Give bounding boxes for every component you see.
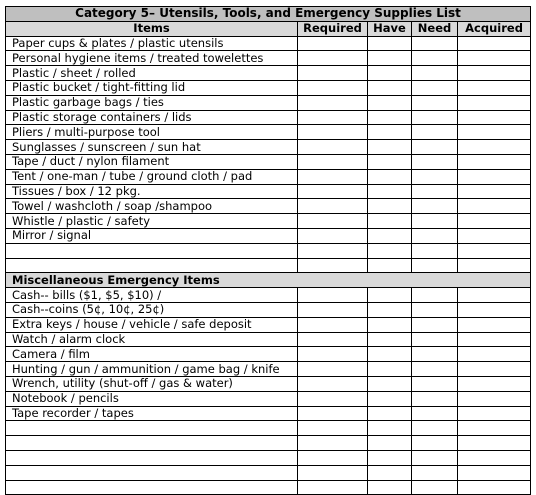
required-cell[interactable] [298, 140, 368, 155]
need-cell[interactable] [412, 228, 458, 243]
item-name-cell: Sunglasses / sunscreen / sun hat [6, 140, 298, 155]
need-cell[interactable] [412, 362, 458, 377]
table-row [6, 436, 531, 451]
have-cell[interactable] [368, 347, 412, 362]
need-cell[interactable] [412, 36, 458, 51]
table-row [6, 465, 531, 480]
need-cell[interactable] [412, 243, 458, 258]
need-cell[interactable] [412, 317, 458, 332]
column-header-need: Need [412, 21, 458, 36]
need-cell[interactable] [412, 169, 458, 184]
required-cell[interactable] [298, 36, 368, 51]
have-cell[interactable] [368, 66, 412, 81]
acquired-cell[interactable] [458, 406, 531, 421]
need-cell[interactable] [412, 332, 458, 347]
table-title: Category 5– Utensils, Tools, and Emergency Supplies List [6, 7, 531, 22]
table-row [6, 317, 531, 332]
item-name-cell: Plastic garbage bags / ties [6, 95, 298, 110]
have-cell[interactable] [368, 406, 412, 421]
column-header-required: Required [298, 21, 368, 36]
table-row [6, 228, 531, 243]
have-cell[interactable] [368, 391, 412, 406]
item-name-cell: Plastic storage containers / lids [6, 110, 298, 125]
acquired-cell[interactable] [458, 95, 531, 110]
required-cell[interactable] [298, 125, 368, 140]
acquired-cell[interactable] [458, 421, 531, 436]
need-cell[interactable] [412, 288, 458, 303]
have-cell[interactable] [368, 228, 412, 243]
required-cell[interactable] [298, 228, 368, 243]
required-cell[interactable] [298, 362, 368, 377]
acquired-cell[interactable] [458, 51, 531, 66]
acquired-cell[interactable] [458, 317, 531, 332]
required-cell[interactable] [298, 332, 368, 347]
need-cell[interactable] [412, 66, 458, 81]
have-cell[interactable] [368, 421, 412, 436]
required-cell[interactable] [298, 391, 368, 406]
acquired-cell[interactable] [458, 332, 531, 347]
item-name-cell [6, 258, 298, 273]
table-row [6, 406, 531, 421]
acquired-cell[interactable] [458, 169, 531, 184]
required-cell[interactable] [298, 436, 368, 451]
table-row [6, 347, 531, 362]
have-cell[interactable] [368, 465, 412, 480]
have-cell[interactable] [368, 436, 412, 451]
item-name-cell: Wrench, utility (shut-off / gas & water) [6, 376, 298, 391]
section-heading: Miscellaneous Emergency Items [6, 273, 531, 288]
item-name-cell: Paper cups & plates / plastic utensils [6, 36, 298, 51]
required-cell[interactable] [298, 199, 368, 214]
required-cell[interactable] [298, 465, 368, 480]
required-cell[interactable] [298, 376, 368, 391]
item-name-cell [6, 421, 298, 436]
table-row [6, 140, 531, 155]
need-cell[interactable] [412, 258, 458, 273]
item-name-cell [6, 480, 298, 495]
have-cell[interactable] [368, 80, 412, 95]
table-row [6, 480, 531, 495]
have-cell[interactable] [368, 258, 412, 273]
table-row [6, 125, 531, 140]
required-cell[interactable] [298, 95, 368, 110]
need-cell[interactable] [412, 80, 458, 95]
need-cell[interactable] [412, 184, 458, 199]
table-row [6, 95, 531, 110]
acquired-cell[interactable] [458, 125, 531, 140]
acquired-cell[interactable] [458, 480, 531, 495]
item-name-cell: Plastic / sheet / rolled [6, 66, 298, 81]
table-row [6, 362, 531, 377]
required-cell[interactable] [298, 51, 368, 66]
acquired-cell[interactable] [458, 288, 531, 303]
table-row [6, 214, 531, 229]
have-cell[interactable] [368, 184, 412, 199]
required-cell[interactable] [298, 302, 368, 317]
table-row [6, 154, 531, 169]
item-name-cell: Mirror / signal [6, 228, 298, 243]
required-cell[interactable] [298, 288, 368, 303]
need-cell[interactable] [412, 110, 458, 125]
need-cell[interactable] [412, 391, 458, 406]
table-row [6, 376, 531, 391]
required-cell[interactable] [298, 347, 368, 362]
item-name-cell [6, 436, 298, 451]
table-row [6, 391, 531, 406]
table-row [6, 66, 531, 81]
required-cell[interactable] [298, 406, 368, 421]
required-cell[interactable] [298, 243, 368, 258]
need-cell[interactable] [412, 95, 458, 110]
required-cell[interactable] [298, 110, 368, 125]
have-cell[interactable] [368, 480, 412, 495]
required-cell[interactable] [298, 66, 368, 81]
column-header-have: Have [368, 21, 412, 36]
table-row [6, 421, 531, 436]
item-name-cell: Tape / duct / nylon filament [6, 154, 298, 169]
acquired-cell[interactable] [458, 243, 531, 258]
acquired-cell[interactable] [458, 465, 531, 480]
table-row [6, 184, 531, 199]
item-name-cell: Pliers / multi-purpose tool [6, 125, 298, 140]
acquired-cell[interactable] [458, 362, 531, 377]
acquired-cell[interactable] [458, 228, 531, 243]
required-cell[interactable] [298, 169, 368, 184]
table-row [6, 258, 531, 273]
item-name-cell: Extra keys / house / vehicle / safe deposit [6, 317, 298, 332]
need-cell[interactable] [412, 406, 458, 421]
column-header-items: Items [6, 21, 298, 36]
item-name-cell [6, 243, 298, 258]
item-name-cell: Camera / film [6, 347, 298, 362]
have-cell[interactable] [368, 140, 412, 155]
have-cell[interactable] [368, 243, 412, 258]
need-cell[interactable] [412, 436, 458, 451]
acquired-cell[interactable] [458, 347, 531, 362]
table-row [6, 199, 531, 214]
required-cell[interactable] [298, 184, 368, 199]
table-row [6, 243, 531, 258]
acquired-cell[interactable] [458, 66, 531, 81]
item-name-cell: Cash--coins (5¢, 10¢, 25¢) [6, 302, 298, 317]
acquired-cell[interactable] [458, 436, 531, 451]
item-name-cell: Tape recorder / tapes [6, 406, 298, 421]
acquired-cell[interactable] [458, 391, 531, 406]
table-row [6, 51, 531, 66]
have-cell[interactable] [368, 362, 412, 377]
have-cell[interactable] [368, 376, 412, 391]
required-cell[interactable] [298, 80, 368, 95]
table-row [6, 450, 531, 465]
column-header-acquired: Acquired [458, 21, 531, 36]
item-name-cell: Whistle / plastic / safety [6, 214, 298, 229]
acquired-cell[interactable] [458, 199, 531, 214]
item-name-cell: Cash-- bills ($1, $5, $10) / [6, 288, 298, 303]
item-name-cell: Notebook / pencils [6, 391, 298, 406]
acquired-cell[interactable] [458, 258, 531, 273]
required-cell[interactable] [298, 154, 368, 169]
item-name-cell: Towel / washcloth / soap /shampoo [6, 199, 298, 214]
required-cell[interactable] [298, 317, 368, 332]
section-header-row [6, 273, 531, 288]
table-row [6, 332, 531, 347]
have-cell[interactable] [368, 51, 412, 66]
have-cell[interactable] [368, 169, 412, 184]
required-cell[interactable] [298, 421, 368, 436]
acquired-cell[interactable] [458, 376, 531, 391]
need-cell[interactable] [412, 140, 458, 155]
required-cell[interactable] [298, 214, 368, 229]
have-cell[interactable] [368, 95, 412, 110]
supplies-checklist-table [5, 6, 531, 495]
acquired-cell[interactable] [458, 184, 531, 199]
have-cell[interactable] [368, 110, 412, 125]
have-cell[interactable] [368, 302, 412, 317]
need-cell[interactable] [412, 480, 458, 495]
acquired-cell[interactable] [458, 140, 531, 155]
table-row [6, 288, 531, 303]
have-cell[interactable] [368, 288, 412, 303]
acquired-cell[interactable] [458, 154, 531, 169]
have-cell[interactable] [368, 36, 412, 51]
required-cell[interactable] [298, 480, 368, 495]
item-name-cell [6, 465, 298, 480]
have-cell[interactable] [368, 450, 412, 465]
need-cell[interactable] [412, 465, 458, 480]
required-cell[interactable] [298, 258, 368, 273]
item-name-cell: Watch / alarm clock [6, 332, 298, 347]
table-row [6, 110, 531, 125]
need-cell[interactable] [412, 450, 458, 465]
have-cell[interactable] [368, 154, 412, 169]
need-cell[interactable] [412, 125, 458, 140]
table-row [6, 80, 531, 95]
have-cell[interactable] [368, 332, 412, 347]
need-cell[interactable] [412, 199, 458, 214]
acquired-cell[interactable] [458, 110, 531, 125]
item-name-cell: Tissues / box / 12 pkg. [6, 184, 298, 199]
need-cell[interactable] [412, 214, 458, 229]
table-row [6, 169, 531, 184]
need-cell[interactable] [412, 302, 458, 317]
item-name-cell: Personal hygiene items / treated towelettes [6, 51, 298, 66]
need-cell[interactable] [412, 376, 458, 391]
have-cell[interactable] [368, 199, 412, 214]
table-row [6, 36, 531, 51]
need-cell[interactable] [412, 154, 458, 169]
table-row [6, 302, 531, 317]
have-cell[interactable] [368, 317, 412, 332]
need-cell[interactable] [412, 347, 458, 362]
have-cell[interactable] [368, 214, 412, 229]
acquired-cell[interactable] [458, 80, 531, 95]
item-name-cell [6, 450, 298, 465]
have-cell[interactable] [368, 125, 412, 140]
need-cell[interactable] [412, 421, 458, 436]
acquired-cell[interactable] [458, 36, 531, 51]
required-cell[interactable] [298, 450, 368, 465]
item-name-cell: Tent / one-man / tube / ground cloth / pad [6, 169, 298, 184]
acquired-cell[interactable] [458, 302, 531, 317]
item-name-cell: Hunting / gun / ammunition / game bag / knife [6, 362, 298, 377]
acquired-cell[interactable] [458, 450, 531, 465]
item-name-cell: Plastic bucket / tight-fitting lid [6, 80, 298, 95]
acquired-cell[interactable] [458, 214, 531, 229]
need-cell[interactable] [412, 51, 458, 66]
